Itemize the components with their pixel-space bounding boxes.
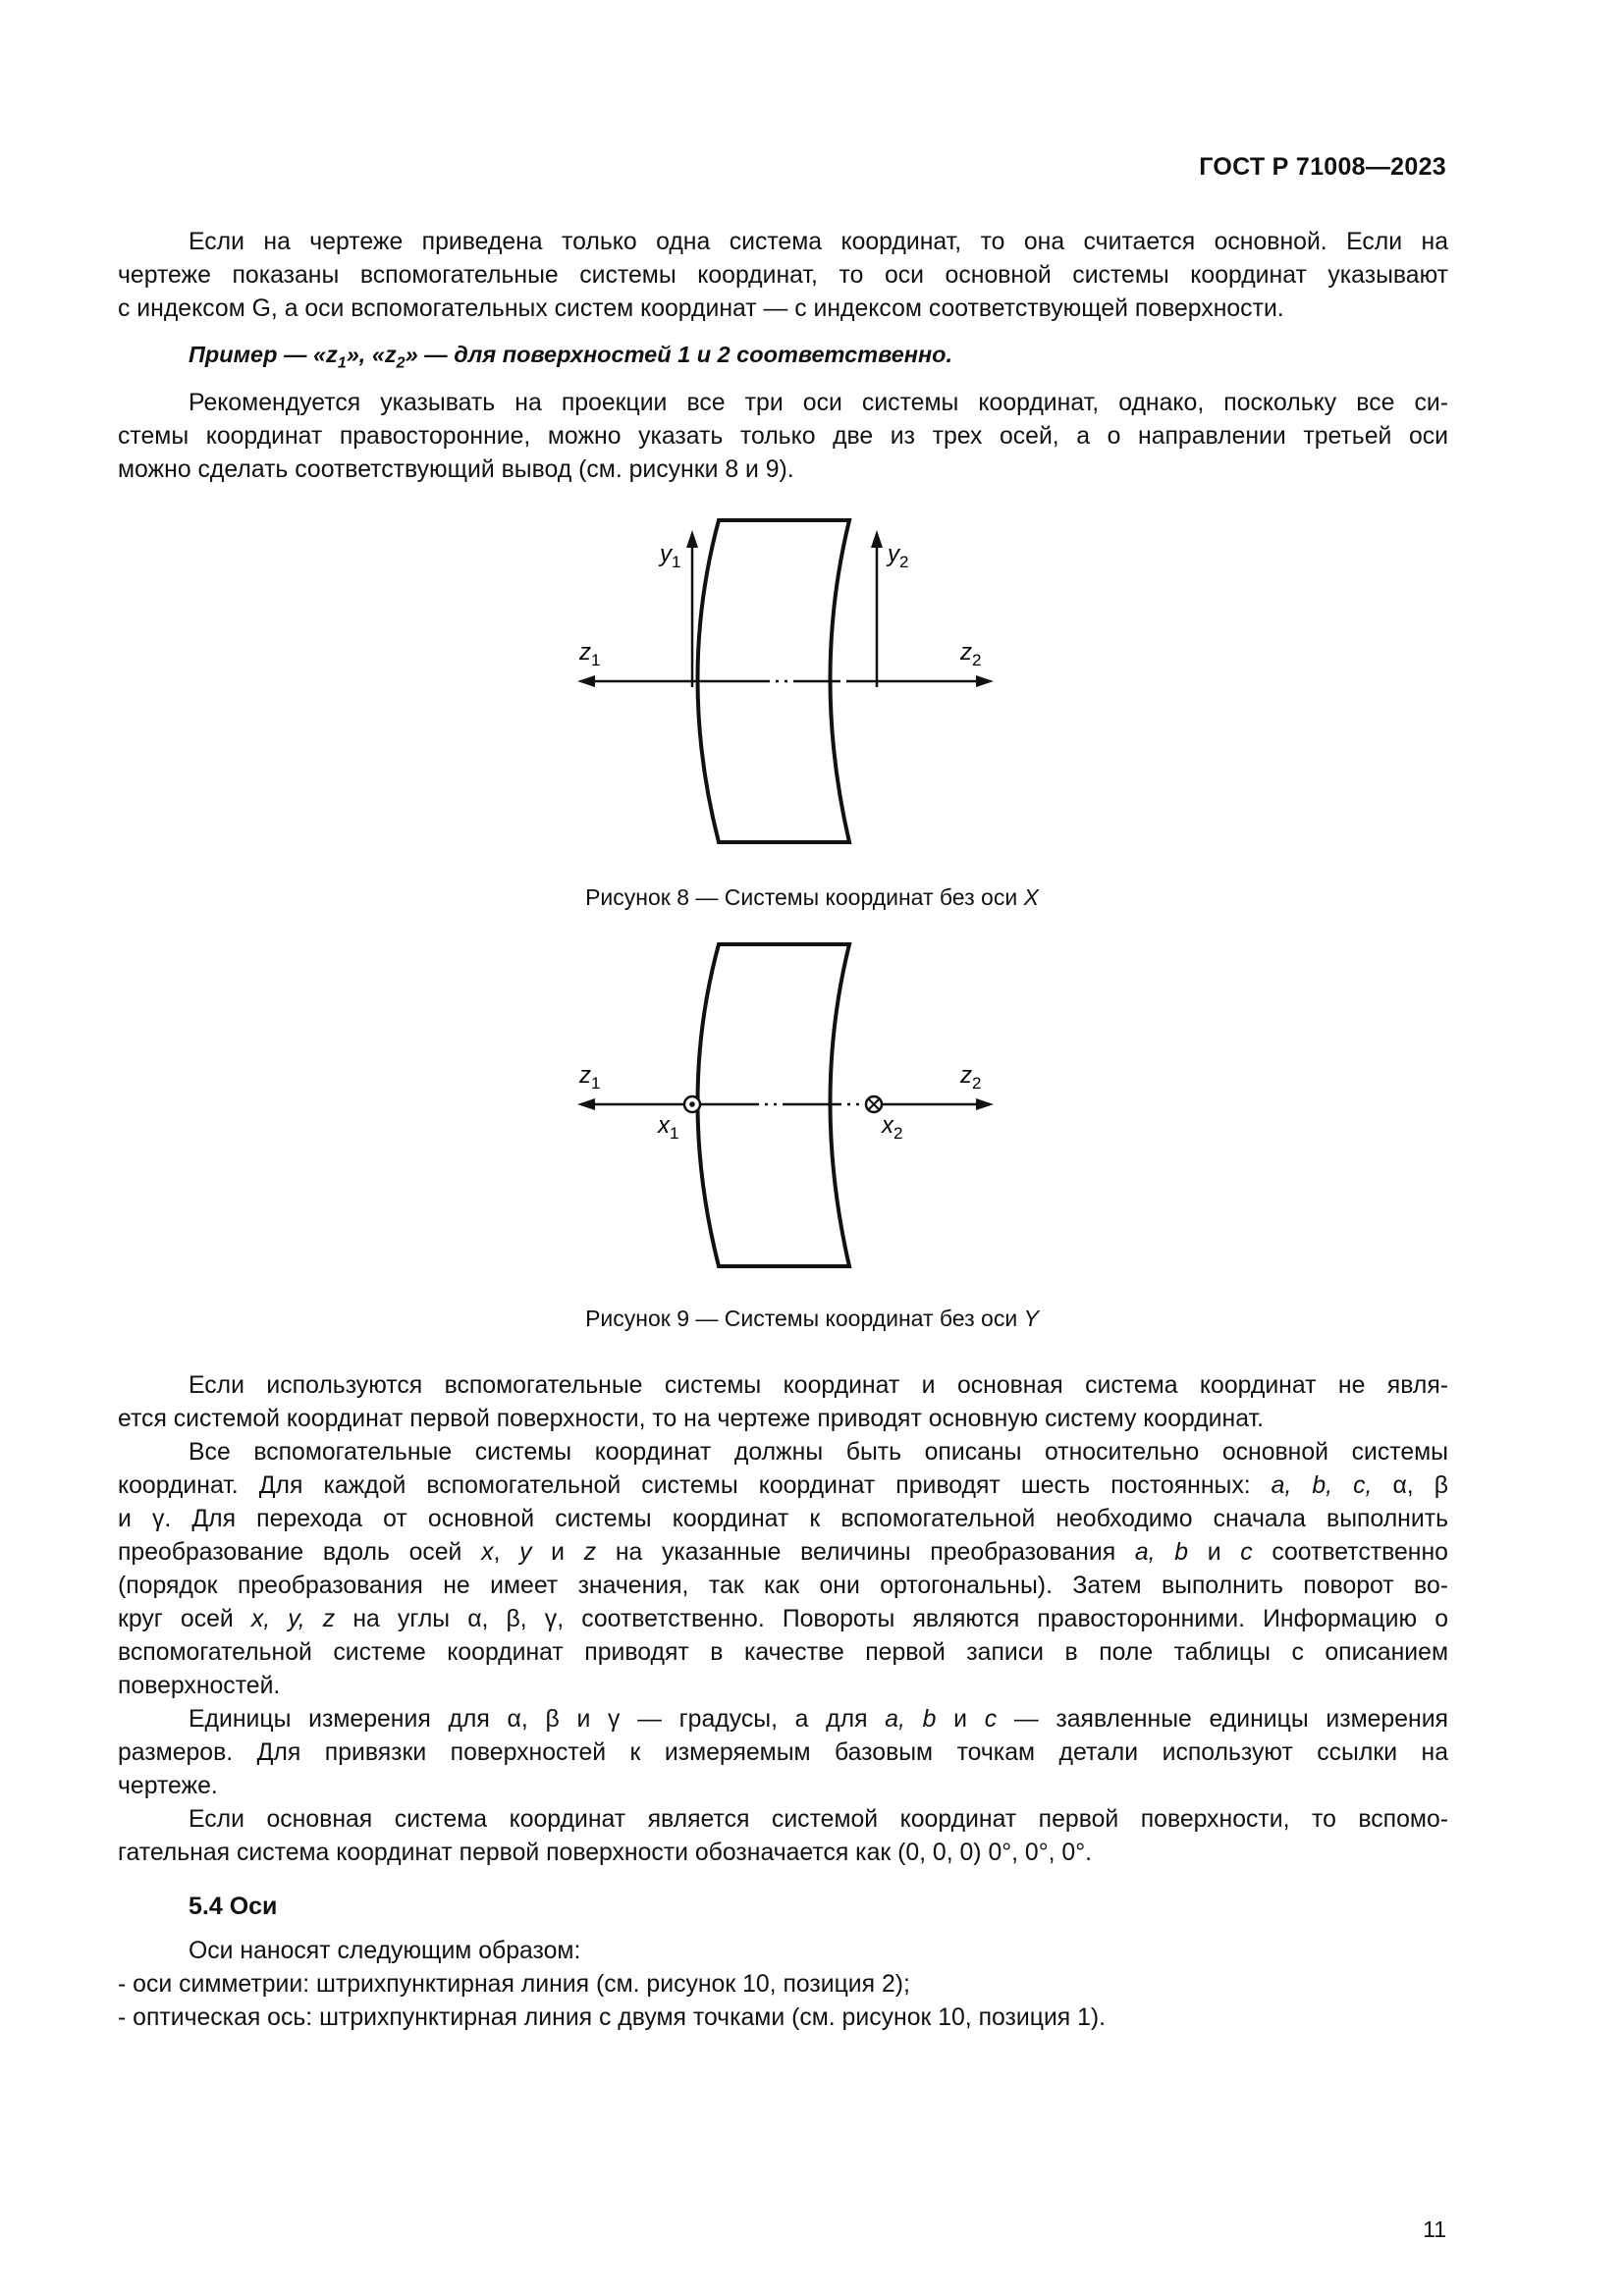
z2-label: $z_2$: [960, 639, 982, 669]
z1-label: $z_1$: [579, 639, 601, 669]
z1-arrowhead: [577, 1098, 595, 1110]
text-line: чертеже показаны вспомогательные системы координат, то оси основной системы координат указывают: [118, 262, 1448, 289]
x2-label: $x_2$: [882, 1112, 903, 1143]
section-heading: 5.4 Оси: [189, 1893, 278, 1920]
z2-arrowhead: [976, 1098, 994, 1110]
paragraph-main-coordinate-system: [118, 226, 1448, 326]
document-header: ГОСТ Р 71008—2023: [1199, 153, 1446, 181]
paragraph-transformations: Все вспомогательные системы координат должны быть описаны относительно основной системы координат. Для каждой вспомогательной системы координат приводят шесть постоянных: a, b, c, α, β и γ. Для перехода от основной системы координат к вспомогательной необходимо сначала выполнить преобразование вдоль осей x, y и z на указанные величины преобразования a, b и c соответственно (порядок преобразования не имеет значения, так как они ортогональны). Затем выполнить поворот во- круг осей x, y, z на углы α, β, γ, соответственно. Повороты являются правосторонними. Информацию о вспомогательной системе координат приводят в качестве первой записи в поле таблицы с описанием поверхностей.: [118, 1439, 1449, 1699]
paragraph-first-surface: [118, 1803, 1448, 1870]
text-line: Если на чертеже приведена только одна система координат, то она считается основной. Если на: [189, 229, 1448, 255]
z1-arrowhead: [577, 675, 595, 687]
text-line: с индексом G, а оси вспомогательных систем координат — с индексом соответствующей поверхности.: [118, 295, 1284, 322]
text-line: можно сделать соответствующий вывод (см. рисунки 8 и 9).: [118, 456, 794, 483]
axes-list: [118, 1935, 1106, 2035]
x1-dot-icon: [689, 1101, 695, 1107]
y2-arrowhead: [871, 530, 883, 548]
text-line: Если используются вспомогательные системы координат и основная система координат не явля-: [189, 1372, 1448, 1399]
text-line: стемы координат правосторонние, можно указать только две из трех осей, а о направлении третьей оси: [118, 423, 1448, 450]
x1-label: $x_1$: [658, 1112, 679, 1143]
figure-9-diagram: [550, 933, 1021, 1276]
page-number: 11: [1423, 2216, 1446, 2242]
figure-8-diagram: [550, 501, 1021, 854]
z1-label: $z_1$: [579, 1062, 601, 1093]
y2-label: $y_2$: [888, 541, 909, 571]
example-note: Пример — «$z_1$», «$z_2$» — для поверхностей 1 и 2 соответственно.: [189, 342, 953, 372]
list-item: - оси симметрии: штрихпунктирная линия (см. рисунок 10, позиция 2);: [118, 1971, 910, 1998]
paragraph-recommendation: [118, 387, 1448, 487]
figure-9-caption: Рисунок 9 — Системы координат без оси Y: [585, 1306, 1039, 1331]
y1-arrowhead: [686, 530, 698, 548]
paragraph-auxiliary-systems: [118, 1369, 1448, 1436]
paragraph-units: Единицы измерения для α, β и γ — градусы, а для a, b и c — заявленные единицы измерения размеров. Для привязки поверхностей к измеряемым базовым точкам детали используют ссылки на чертеже.: [118, 1706, 1448, 1799]
text-line: Рекомендуется указывать на проекции все три оси системы координат, однако, поскольку все си-: [189, 390, 1448, 416]
text-line: ется системой координат первой поверхности, то на чертеже приводят основную систему координат.: [118, 1406, 1264, 1432]
y1-label: $y_1$: [660, 541, 681, 571]
figure-8-caption: Рисунок 8 — Системы координат без оси X: [585, 884, 1039, 910]
z2-arrowhead: [976, 675, 994, 687]
z2-label: $z_2$: [960, 1062, 982, 1093]
list-intro: Оси наносят следующим образом:: [189, 1938, 581, 1964]
text-line: Если основная система координат является системой координат первой поверхности, то вспомо-: [189, 1806, 1448, 1833]
list-item: - оптическая ось: штрихпунктирная линия с двумя точками (см. рисунок 10, позиция 1).: [118, 2004, 1107, 2031]
text-line: гательная система координат первой поверхности обозначается как (0, 0, 0) 0°, 0°, 0°.: [118, 1840, 1093, 1866]
